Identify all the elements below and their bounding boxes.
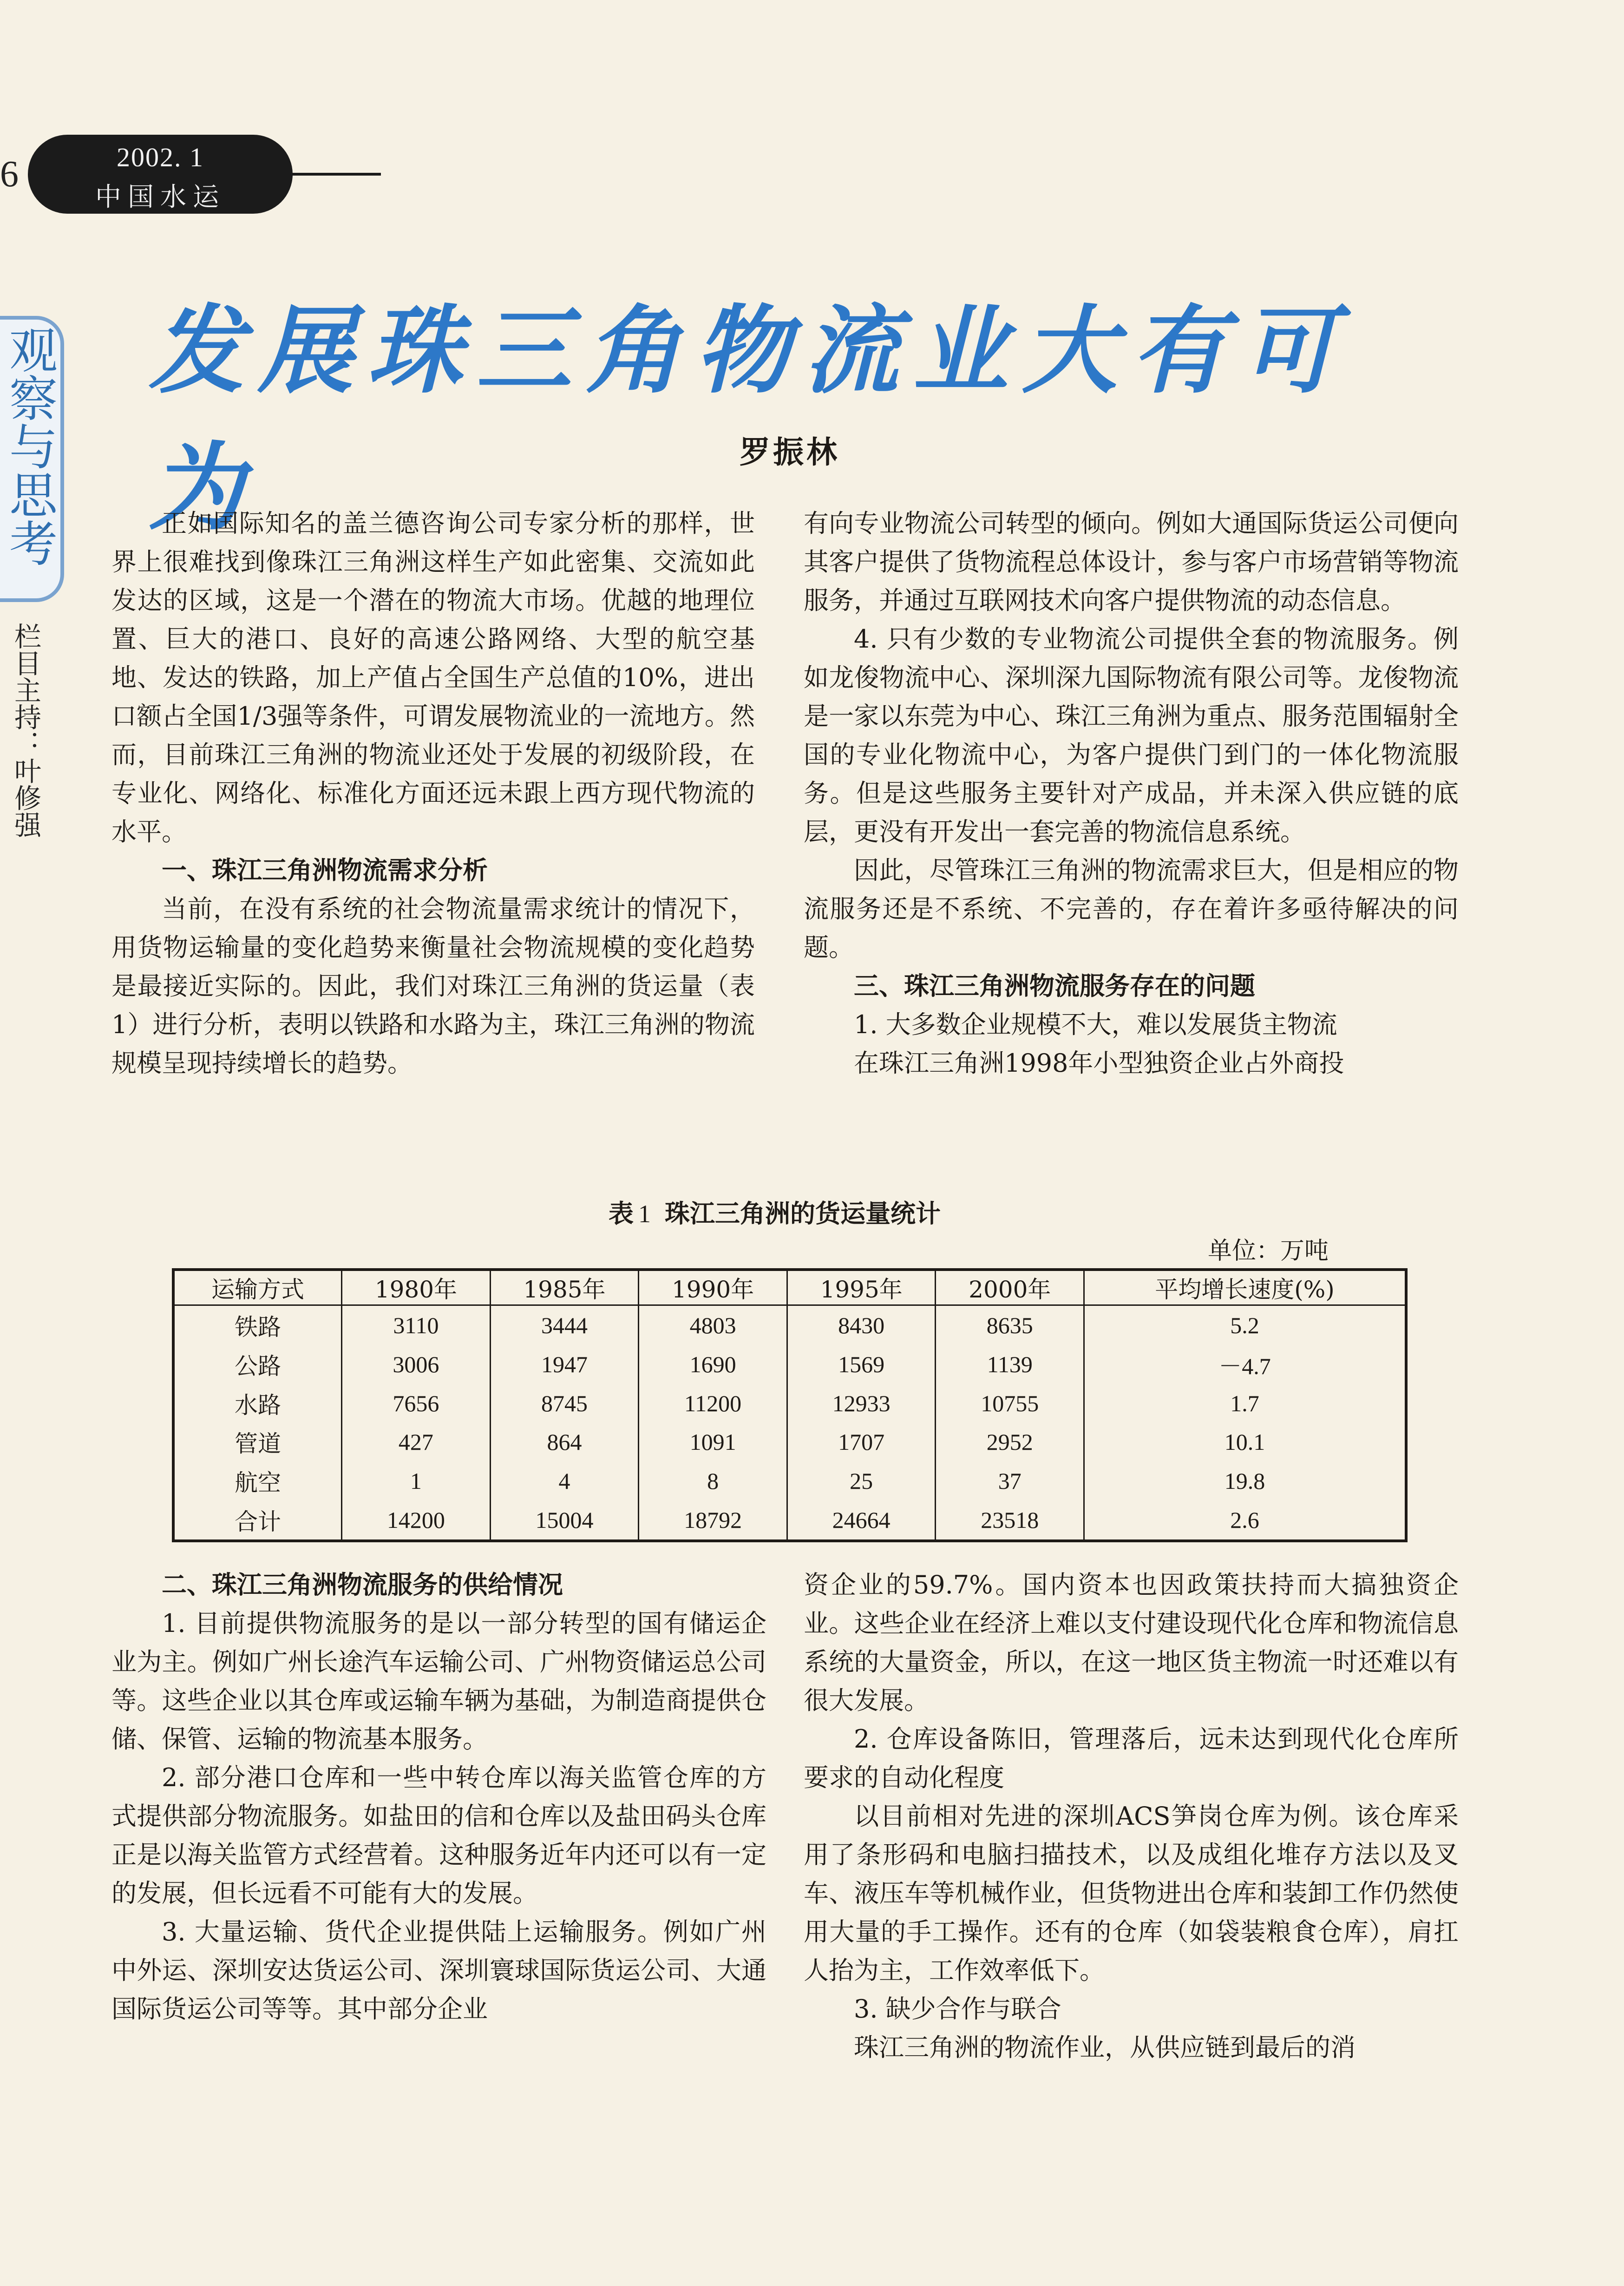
section-heading: 一、珠江三角洲物流需求分析 xyxy=(162,856,488,885)
table-cell: 航空 xyxy=(235,1469,282,1496)
paragraph: 1. 大多数企业规模不大，难以发展货主物流 xyxy=(854,1010,1337,1039)
table-cell: 864 xyxy=(490,1422,639,1461)
table-cell: 15004 xyxy=(490,1500,639,1541)
table-cell: 23518 xyxy=(936,1500,1084,1541)
paragraph: 3. 缺少合作与联合 xyxy=(854,1994,1061,2024)
table-row xyxy=(173,1384,1406,1423)
table-cell: 1947 xyxy=(490,1345,639,1384)
table-cell: 1139 xyxy=(936,1345,1084,1384)
table-cell: 37 xyxy=(936,1461,1084,1500)
table-cell: 10755 xyxy=(936,1384,1084,1423)
paragraph: 在珠江三角洲1998年小型独资企业占外商投 xyxy=(854,1048,1344,1078)
table-cell: 公路 xyxy=(235,1352,282,1380)
table-cell: 3444 xyxy=(490,1305,639,1345)
table-caption-label: 表 xyxy=(609,1199,634,1228)
column-3 xyxy=(111,1565,766,2028)
table-cell: 1569 xyxy=(787,1345,936,1384)
table-caption-title: 珠江三角洲的货运量统计 xyxy=(665,1199,941,1228)
table-cell: 1 xyxy=(342,1461,491,1500)
table-cell: 4 xyxy=(490,1461,639,1500)
magazine-name: 中国水运 xyxy=(95,182,225,212)
table-caption-number: 1 xyxy=(638,1200,651,1228)
column-2 xyxy=(804,504,1459,1082)
table-cell: 19.8 xyxy=(1084,1461,1406,1500)
paragraph: 以目前相对先进的深圳ACS笋岗仓库为例。该仓库采用了条形码和电脑扫描技术，以及成组化堆存方法以及叉车、液压车等机械作业，但货物进出仓库和装卸工作仍然使用大量的手工操作。还有的仓库（如袋装粮食仓库），肩扛人抬为主，工作效率低下。 xyxy=(804,1801,1459,1985)
paragraph: 4. 只有少数的专业物流公司提供全套的物流服务。例如龙俊物流中心、深圳深九国际物流有限公司等。龙俊物流是一家以东莞为中心、珠江三角洲为重点、服务范围辐射全国的专业化物流中心，为客户提供门到门的一体化物流服务。但是这些服务主要针对产成品，并未深入供应链的底层，更没有开发出一套完善的物流信息系统。 xyxy=(804,624,1459,846)
page-number: 6 xyxy=(0,154,19,195)
table-cell: 3110 xyxy=(342,1305,491,1345)
table-cell: 铁路 xyxy=(235,1313,282,1341)
table-cell: 7656 xyxy=(342,1384,491,1423)
table-header-cell: 平均增长速度(%) xyxy=(1084,1270,1406,1305)
table-unit: 单位：万吨 xyxy=(1208,1237,1329,1265)
table-cell: 25 xyxy=(787,1461,936,1500)
table-header-cell: 1985年 xyxy=(490,1270,639,1305)
table-row xyxy=(173,1500,1406,1541)
freight-table xyxy=(172,1268,1408,1542)
table-cell: 427 xyxy=(342,1422,491,1461)
section-heading: 二、珠江三角洲物流服务的供给情况 xyxy=(162,1570,563,1599)
table-header-row xyxy=(173,1270,1406,1305)
table-cell: 8635 xyxy=(936,1305,1084,1345)
table-cell: 2952 xyxy=(936,1422,1084,1461)
table-caption xyxy=(609,1194,941,1230)
paragraph: 2. 仓库设备陈旧，管理落后，远未达到现代化仓库所要求的自动化程度 xyxy=(804,1724,1459,1792)
article-title: 发展珠三角物流业大有可为 xyxy=(149,296,1349,544)
table-cell: 4803 xyxy=(639,1305,787,1345)
table-cell: 18792 xyxy=(639,1500,787,1541)
table-header-cell: 运输方式 xyxy=(211,1276,305,1303)
paragraph: 正如国际知名的盖兰德咨询公司专家分析的那样，世界上很难找到像珠江三角洲这样生产如此密集、交流如此发达的区域，这是一个潜在的物流大市场。优越的地理位置、巨大的港口、良好的高速公路网络、大型的航空基地、发达的铁路，加上产值占全国生产总值的10%，进出口额占全国1/3强等条件，可谓发展物流业的一流地方。然而，目前珠江三角洲的物流业还处于发展的初级阶段，在专业化、网络化、标准化方面还远未跟上西方现代物流的水平。 xyxy=(111,509,755,846)
column-4 xyxy=(804,1565,1459,2067)
header-rule xyxy=(279,173,381,176)
freight-table-container xyxy=(172,1268,1408,1542)
paragraph: 因此，尽管珠江三角洲的物流需求巨大，但是相应的物流服务还是不系统、不完善的，存在着许多亟待解决的问题。 xyxy=(804,856,1459,962)
table-cell: 3006 xyxy=(342,1345,491,1384)
table-cell: 14200 xyxy=(342,1500,491,1541)
table-cell: 管道 xyxy=(235,1430,282,1458)
table-cell: 1690 xyxy=(639,1345,787,1384)
table-cell: 水路 xyxy=(235,1391,282,1419)
table-header-cell: 1980年 xyxy=(342,1270,491,1305)
table-cell: 24664 xyxy=(787,1500,936,1541)
table-row xyxy=(173,1345,1406,1384)
table-cell: 11200 xyxy=(639,1384,787,1423)
table-cell: 5.2 xyxy=(1084,1305,1406,1345)
column-1 xyxy=(111,504,755,1082)
paragraph: 1. 目前提供物流服务的是以一部分转型的国有储运企业为主。例如广州长途汽车运输公司、广州物资储运总公司等。这些企业以其仓库或运输车辆为基础，为制造商提供仓储、保管、运输的物流基本服务。 xyxy=(111,1609,766,1754)
table-row xyxy=(173,1422,1406,1461)
table-cell: 合计 xyxy=(235,1508,282,1535)
issue-label: 2002. 1 xyxy=(117,142,204,172)
column-name: 观察与思考 xyxy=(1,325,58,567)
table-header-cell: 2000年 xyxy=(936,1270,1084,1305)
section-heading: 三、珠江三角洲物流服务存在的问题 xyxy=(854,971,1255,1001)
paragraph: 2. 部分港口仓库和一些中转仓库以海关监管仓库的方式提供部分物流服务。如盐田的信和仓库以及盐田码头仓库正是以海关监管方式经营着。这种服务近年内还可以有一定的发展，但长远看不可能有大的发展。 xyxy=(111,1763,766,1908)
table-cell: 8430 xyxy=(787,1305,936,1345)
table-cell: 12933 xyxy=(787,1384,936,1423)
paragraph: 珠江三角洲的物流作业，从供应链到最后的消 xyxy=(854,2033,1356,2062)
table-cell: 2.6 xyxy=(1084,1500,1406,1541)
paragraph: 有向专业物流公司转型的倾向。例如大通国际货运公司便向其客户提供了货物流程总体设计，参与客户市场营销等物流服务，并通过互联网技术向客户提供物流的动态信息。 xyxy=(804,509,1459,615)
table-cell: 8745 xyxy=(490,1384,639,1423)
table-cell: －4.7 xyxy=(1084,1345,1406,1384)
table-cell: 1091 xyxy=(639,1422,787,1461)
table-cell: 8 xyxy=(639,1461,787,1500)
table-cell: 10.1 xyxy=(1084,1422,1406,1461)
table-row xyxy=(173,1461,1406,1500)
paragraph: 资企业的59.7%。国内资本也因政策扶持而大搞独资企业。这些企业在经济上难以支付建设现代化仓库和物流信息系统的大量资金，所以，在这一地区货主物流一时还难以有很大发展。 xyxy=(804,1570,1459,1715)
table-cell: 1.7 xyxy=(1084,1384,1406,1423)
table-row xyxy=(173,1305,1406,1345)
paragraph: 当前，在没有系统的社会物流量需求统计的情况下，用货物运输量的变化趋势来衡量社会物流规模的变化趋势是最接近实际的。因此，我们对珠江三角洲的货运量（表1）进行分析，表明以铁路和水路为主，珠江三角洲的物流规模呈现持续增长的趋势。 xyxy=(111,894,755,1078)
paragraph: 3. 大量运输、货代企业提供陆上运输服务。例如广州中外运、深圳安达货运公司、深圳寰球国际货运公司、大通国际货运公司等等。其中部分企业 xyxy=(111,1917,766,2024)
article-author: 罗振林 xyxy=(740,434,840,470)
table-header-cell: 1990年 xyxy=(639,1270,787,1305)
table-cell: 1707 xyxy=(787,1422,936,1461)
column-editor: 栏目主持：叶修强 xyxy=(10,622,41,838)
table-header-cell: 1995年 xyxy=(787,1270,936,1305)
